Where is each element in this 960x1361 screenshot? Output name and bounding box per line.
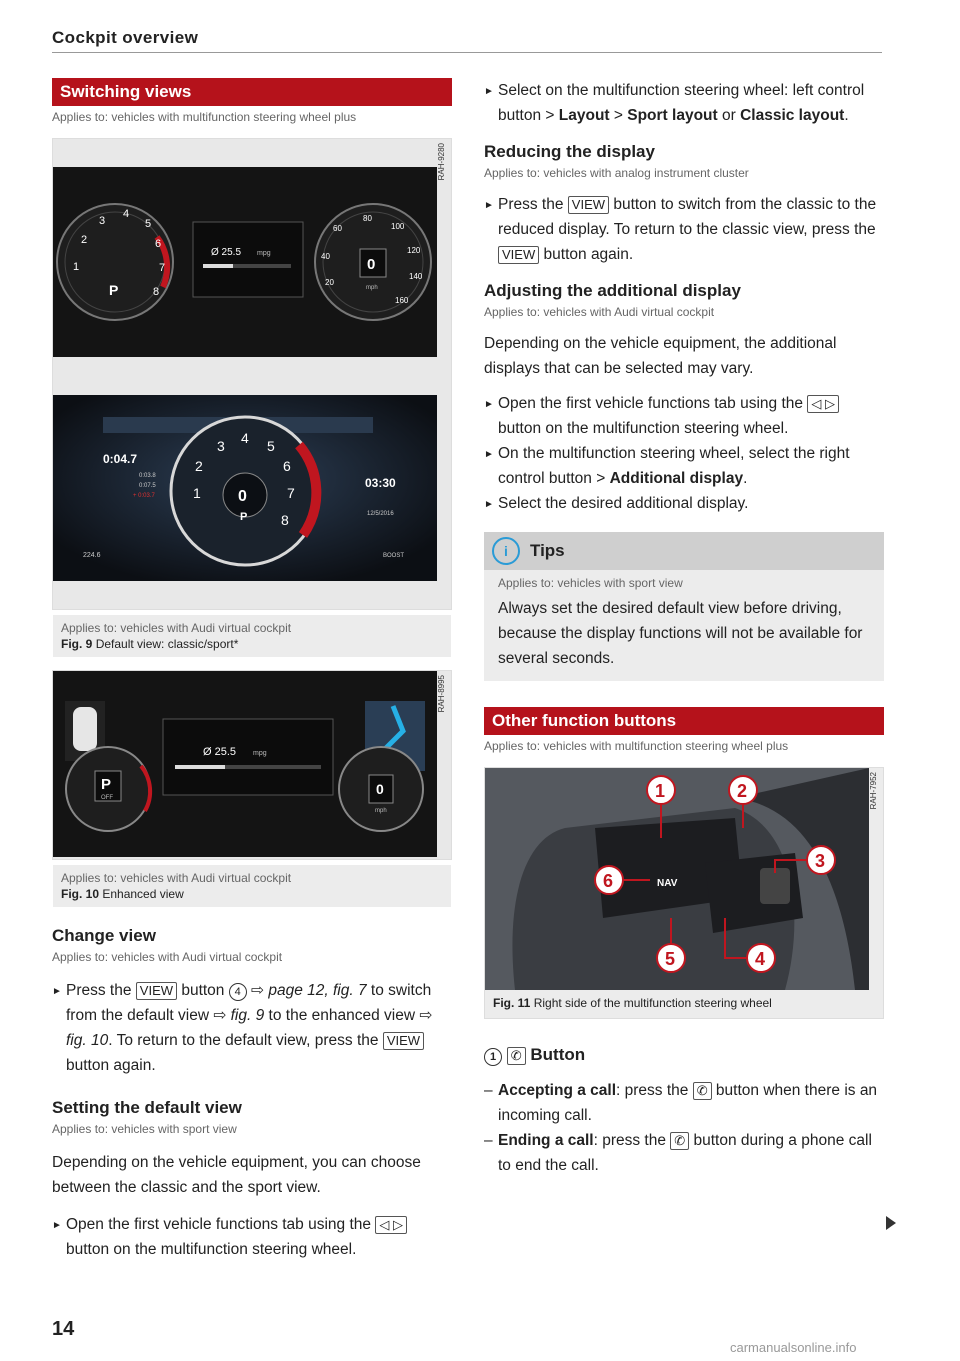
- figure-caption-text: Default view: classic/sport*: [95, 637, 239, 651]
- speed-unit: mph: [375, 808, 387, 814]
- default-view-paragraph: Depending on the vehicle equipment, you can choose between the classic and the sport view.: [52, 1154, 421, 1196]
- tips-text: Always set the desired default view before driving, because the display functions will not be available for several seconds.: [498, 600, 863, 667]
- figure-caption: [493, 996, 875, 1010]
- tach-number: 8: [153, 286, 160, 298]
- figure-id: RAH-7952: [869, 772, 878, 810]
- figure-10: [52, 670, 452, 901]
- speed-number: 120: [407, 246, 421, 255]
- speed-number: 80: [363, 214, 372, 223]
- menu-additional-display: Additional display: [609, 470, 744, 487]
- view-key: VIEW: [498, 246, 539, 264]
- figure-label: Fig. 9: [61, 637, 93, 651]
- callout-4: 4: [755, 949, 766, 969]
- info-icon: i: [492, 537, 520, 565]
- callout-1: 1: [655, 781, 666, 801]
- additional-bullet-1: [484, 391, 884, 441]
- text: button when there is an incoming call.: [498, 1082, 878, 1124]
- right-column: [484, 78, 884, 1178]
- nav-label: NAV: [657, 878, 678, 889]
- applies-additional: Applies to: vehicles with Audi virtual cockpit: [484, 305, 715, 319]
- section-title-default-view: Setting the default view: [52, 1098, 242, 1117]
- text: to switch from the default view ⇨: [66, 982, 432, 1024]
- tips-body: [484, 570, 884, 681]
- applies-change-view: Applies to: vehicles with Audi virtual cockpit: [52, 950, 283, 964]
- phone-icon: ✆: [693, 1082, 712, 1100]
- speed-number: 140: [409, 272, 423, 281]
- select-layout-bullet: [484, 78, 884, 128]
- callout-6: 6: [603, 871, 614, 891]
- speed-number: 60: [333, 224, 342, 233]
- figure-9-caption: [53, 615, 451, 657]
- phone-icon: ✆: [670, 1132, 689, 1150]
- menu-classic-layout: Classic layout: [740, 107, 845, 124]
- callout-3: 3: [815, 851, 826, 871]
- page-header: Cockpit overview: [52, 28, 199, 47]
- ending-call-item: [484, 1128, 884, 1178]
- applies-default-view: Applies to: vehicles with sport view: [52, 1122, 237, 1136]
- text: Press the: [66, 982, 136, 999]
- text: >: [609, 107, 628, 124]
- text: button on the multifunction steering wheel.: [66, 1241, 357, 1258]
- section-title-switching-views: Switching views: [52, 78, 452, 106]
- speed-number: 100: [391, 222, 405, 231]
- change-view-instruction: [52, 978, 452, 1078]
- tach-number: 6: [155, 238, 162, 250]
- tach-number: 4: [241, 430, 249, 446]
- section-title-additional: Adjusting the additional display: [484, 281, 741, 300]
- view-key: VIEW: [383, 1032, 424, 1050]
- gear-indicator: P: [101, 776, 112, 793]
- tips-title: Tips: [530, 541, 565, 560]
- text: button to switch from the classic to the reduced display. To return to the classic view, press the: [498, 196, 877, 238]
- text: Open the first vehicle functions tab using the: [66, 1216, 376, 1233]
- menu-layout: Layout: [558, 107, 610, 124]
- callout-1: 1: [484, 1048, 502, 1066]
- section-title-other-buttons: Other function buttons: [484, 707, 884, 735]
- speed-number: 160: [395, 296, 409, 305]
- text: Select on the multifunction steering wheel: left control button >: [498, 82, 865, 124]
- phone-icon: ✆: [507, 1047, 526, 1065]
- page-reference-link[interactable]: page 12, fig. 7: [268, 982, 367, 999]
- section-title-change-view: Change view: [52, 926, 156, 945]
- tach-number: 1: [73, 261, 80, 273]
- center-consumption-unit: mpg: [253, 750, 267, 757]
- tach-number: 3: [217, 438, 225, 454]
- center-consumption-unit: mpg: [257, 250, 271, 257]
- tach-number: 5: [267, 438, 275, 454]
- boost-label: BOOST: [383, 553, 405, 559]
- text: . To return to the default view, press the: [108, 1032, 383, 1049]
- text: button again.: [539, 246, 634, 263]
- tach-number: 4: [123, 208, 130, 220]
- lap-row: 0:07.5: [139, 483, 156, 489]
- tach-number: 7: [287, 485, 295, 501]
- text: .: [743, 470, 748, 487]
- applies-reducing: Applies to: vehicles with analog instrument cluster: [484, 166, 749, 180]
- speed-value: 0: [376, 781, 384, 797]
- figure-10-reference-link[interactable]: fig. 10: [66, 1032, 109, 1049]
- classic-cluster-image: [53, 167, 437, 357]
- center-consumption-value: Ø 25.5: [203, 746, 237, 758]
- figure-caption-text: Right side of the multifunction steering wheel: [533, 996, 772, 1010]
- tach-number: 1: [193, 485, 201, 501]
- lap-row: + 0:03.7: [133, 493, 155, 499]
- callout-2: 2: [737, 781, 748, 801]
- watermark: carmanualsonline.info: [730, 1340, 857, 1355]
- gear-indicator: P: [240, 511, 248, 523]
- figure-11: [484, 767, 884, 1019]
- tips-header: [484, 532, 884, 570]
- additional-bullet-2: [484, 441, 884, 491]
- text: Open the first vehicle functions tab using the: [498, 395, 808, 412]
- figure-label: Fig. 11: [493, 996, 531, 1010]
- figure-applies: Applies to: vehicles with Audi virtual cockpit: [61, 621, 292, 635]
- figure-11-caption: [485, 990, 883, 1016]
- text: On the multifunction steering wheel, select the right control button >: [498, 445, 850, 487]
- figure-label: Fig. 10: [61, 887, 100, 901]
- additional-paragraph: Depending on the vehicle equipment, the additional displays that can be selected may vary.: [484, 335, 837, 377]
- left-column: [52, 78, 452, 1262]
- odometer: 224.6: [83, 552, 101, 559]
- figure-applies: Applies to: vehicles with Audi virtual cockpit: [61, 871, 292, 885]
- arrow-key: ◁ ▷: [375, 1216, 407, 1234]
- center-consumption-value: Ø 25.5: [211, 247, 242, 258]
- enhanced-cluster-image: [53, 671, 437, 857]
- text: : press the: [616, 1082, 693, 1099]
- tach-number: 7: [159, 262, 166, 274]
- lap-time: 0:04.7: [103, 452, 138, 466]
- text: button on the multifunction steering wheel.: [498, 420, 789, 437]
- figure-id: RAH-9280: [437, 143, 446, 181]
- speed-number: 40: [321, 252, 330, 261]
- reducing-bullet: [484, 192, 884, 267]
- term-ending-call: Ending a call: [498, 1132, 594, 1149]
- speed-value: 0: [367, 256, 376, 273]
- text: : press the: [593, 1132, 671, 1149]
- date: 12/5/2016: [367, 511, 394, 517]
- applies-switching: Applies to: vehicles with multifunction steering wheel plus: [52, 110, 357, 124]
- menu-sport-layout: Sport layout: [627, 107, 718, 124]
- tach-number: 3: [99, 215, 106, 227]
- additional-bullet-3: ► Select the desired additional display.: [484, 491, 884, 516]
- page-number: 14: [52, 1318, 75, 1340]
- speed-value: 0: [238, 488, 247, 505]
- sport-cluster-image: [53, 395, 437, 581]
- continue-arrow-icon: [886, 1216, 896, 1230]
- text: to the enhanced view ⇨: [264, 1007, 433, 1024]
- text: button during a phone call to end the call.: [498, 1132, 872, 1174]
- callout-5: 5: [665, 949, 676, 969]
- figure-9-reference-link[interactable]: fig. 9: [230, 1007, 265, 1024]
- figure-9: [52, 138, 452, 651]
- text: button again.: [66, 1057, 156, 1074]
- gear-sub-label: OFF: [101, 795, 113, 801]
- tips-box: [484, 532, 884, 681]
- text: ⇨: [246, 982, 269, 999]
- gear-indicator: P: [109, 282, 119, 298]
- accepting-call-item: [484, 1078, 884, 1128]
- text: .: [844, 107, 849, 124]
- section-title-reducing: Reducing the display: [484, 142, 655, 161]
- text: button: [177, 982, 229, 999]
- view-key: VIEW: [568, 196, 609, 214]
- figure-caption: [61, 637, 443, 651]
- tach-number: 2: [195, 458, 203, 474]
- default-view-bullet: [52, 1212, 452, 1262]
- view-key: VIEW: [136, 982, 177, 1000]
- text: Press the: [498, 196, 568, 213]
- figure-caption-text: Enhanced view: [102, 887, 184, 901]
- figure-10-caption: [53, 865, 451, 907]
- tach-number: 2: [81, 234, 88, 246]
- text: or: [717, 107, 741, 124]
- speed-unit: mph: [366, 285, 378, 291]
- button-1-heading: [484, 1045, 884, 1066]
- steering-wheel-image: [485, 768, 869, 990]
- figure-caption: [61, 887, 443, 901]
- applies-other: Applies to: vehicles with multifunction steering wheel plus: [484, 739, 789, 753]
- tach-number: 6: [283, 458, 291, 474]
- button-1-title: Button: [530, 1045, 586, 1064]
- arrow-key: ◁ ▷: [807, 395, 839, 413]
- applies-tips: Applies to: vehicles with sport view: [498, 576, 683, 590]
- callout-4: 4: [229, 983, 247, 1001]
- figure-id: RAH-8995: [437, 675, 446, 713]
- header-rule: [52, 52, 882, 53]
- clock: 03:30: [365, 476, 396, 490]
- term-accepting-call: Accepting a call: [498, 1082, 617, 1099]
- lap-row: 0:03.8: [139, 473, 156, 479]
- tach-number: 8: [281, 512, 289, 528]
- speed-number: 20: [325, 278, 334, 287]
- tach-number: 5: [145, 218, 152, 230]
